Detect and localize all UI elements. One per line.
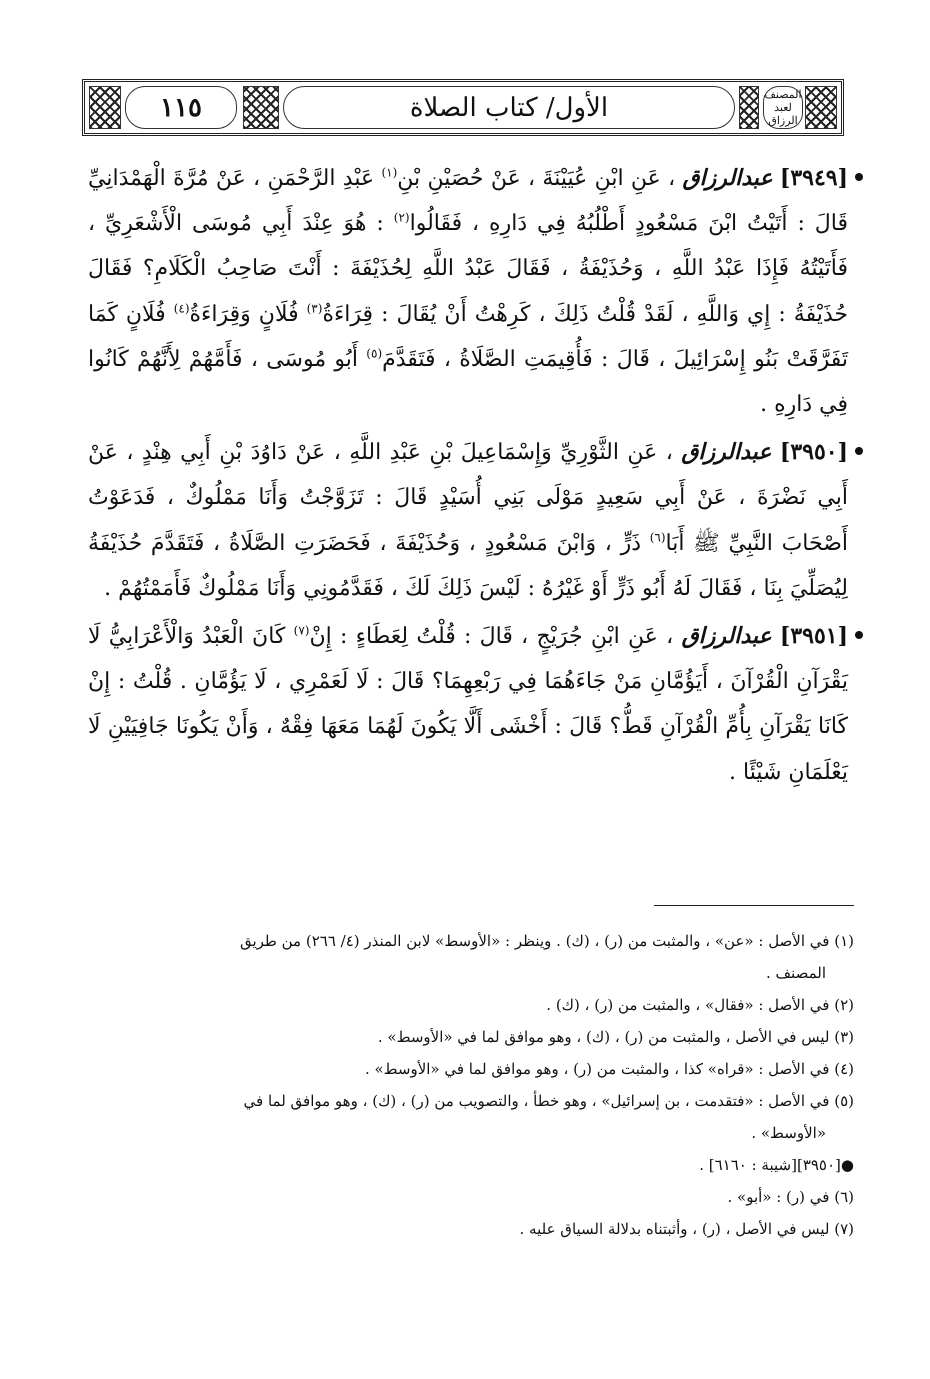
footnote-5 [84,1085,854,1149]
hadith-text: ، عَنِ الثَّوْرِيِّ وَإِسْمَاعِيلَ بْنِ عَبْدِ اللَّهِ ، عَنْ دَاوُدَ بْنِ أَبِي هِنْدٍ ، عَنْ أَبِي نَضْرَةَ ، عَنْ أَبِي سَعِيدٍ مَوْلَى بَنِي أُسَيْدٍ قَالَ : تَزَوَّجْتُ وَأَنَا مَمْلُوكٌ ، فَدَعَوْتُ أَصْحَابَ النَّبِيِّ ﷺ أَبَا [88,440,848,556]
hadith-text: ، عَنِ ابْنِ جُرَيْجٍ ، قَالَ : قُلْتُ لِعَطَاءٍ : إِنْ [309,624,674,650]
page-number: ١١٥ [125,86,237,129]
hadith-text: ، عَنِ ابْنِ عُيَيْنَةَ ، عَنْ حُصَيْنِ بْنِ [397,166,676,191]
footnote-text: (٦) في (ر) : «أبو» . [727,1188,854,1206]
main-text [88,156,848,798]
ornament-left [89,86,121,129]
footnote-ref[interactable]: (٧) [293,623,310,638]
running-title: الأول/ كتاب الصلاة [283,86,735,129]
footnote-1 [84,925,854,989]
hadith-text: : هُوَ عِنْدَ أَبِي مُوسَى الْأَشْعَرِيِّ ، فَأَتَيْتُهُ فَإِذَا عَبْدُ اللَّهِ ، وَحُذَيْفَةُ ، فَقَالَ عَبْدُ اللَّهِ لِحُذَيْفَةَ : أَنْتَ صَاحِبُ الْكَلَامِ؟ فَقَالَ حُذَيْفَةُ : إِي وَاللَّهِ ، لَقَدْ قُلْتُ ذَلِكَ ، كَرِهْتُ أَنْ يُقَالَ : قِرَاءَةُ [88,211,848,327]
hadith-3949 [88,156,848,427]
logo-line-1: المصنف [764,88,802,101]
footnote-ref[interactable]: (٥) [366,346,383,361]
book-logo [763,86,803,129]
cross-reference [84,1149,854,1181]
footnote-3 [84,1021,854,1053]
hadith-number: [٣٩٥١] [779,623,849,650]
footnotes [84,925,854,1245]
bullet-icon [855,631,863,639]
footnote-6 [84,1181,854,1213]
hadith-number: [٣٩٤٩] [779,165,849,191]
hadith-source: عبدالرزاق [681,623,772,650]
footnote-text: (٤) في الأصل : «قراه» كذا ، والمثبت من (ر) ، وهو موافق لما في «الأوسط» . [364,1060,854,1078]
hadith-3951 [88,614,848,795]
footnote-text: (٧) ليس في الأصل ، (ر) ، وأثبتناه بدلالة السياق عليه . [519,1220,854,1238]
hadith-text: فُلَانٍ وَقِرَاءَةُ [189,301,307,327]
hadith-text: كَانَ الْعَبْدُ وَالْأَعْرَابِيُّ لَا يَقْرَآنِ الْقُرْآنَ ، أَيَؤُمَّانِ مَنْ جَاءَهُمَا فِي رَبْعِهِمَا؟ قَالَ : لَا لَعَمْرِي ، لَا يَؤُمَّانِ . قُلْتُ : إِنْ كَانَا يَقْرَآنِ بِأُمِّ الْقُرْآنِ قَطُّ؟ قَالَ : أَخْشَى أَلَّا يَكُونَ لَهُمَا مَعَهَا فِقْهٌ ، وَأَنْ يَكُونَا جَافِيَيْنِ لَا يَعْلَمَانِ شَيْئًا . [88,624,848,785]
hadith-text: فُلَانٍ كَمَا تَفَرَّقَتْ بَنُو إِسْرَائِيلَ ، قَالَ : فَأُقِيمَتِ الصَّلَاةُ ، فَتَقَدَّمَ [88,301,848,372]
hadith-3950 [88,430,848,611]
hadith-source: عبدالرزاق [681,439,772,466]
hadith-text: ذَرٍّ ، وَابْنَ مَسْعُودٍ ، وَحُذَيْفَةَ ، فَحَضَرَتِ الصَّلَاةُ ، فَتَقَدَّمَ حُذَيْفَةُ لِيُصَلِّيَ بِنَا ، فَقَالَ لَهُ أَبُو ذَرٍّ أَوْ غَيْرُهُ : لَيْسَ ذَلِكَ لَكَ ، فَقَدَّمُونِي وَأَنَا مَمْلُوكٌ فَأَمَمْتُهُمْ . [88,530,848,601]
footnote-text: (١) في الأصل : «عن» ، والمثبت من (ر) ، (ك) . وينظر : «الأوسط» لابن المنذر (٤/ ٢٦٦) من طريق [239,932,854,950]
hadith-number: [٣٩٥٠] [779,439,849,466]
bullet-icon [855,447,863,455]
ornament-mid-right [739,86,759,129]
page-header [82,79,844,136]
footnote-ref[interactable]: (٢) [393,210,410,225]
footnote-ref[interactable]: (٦) [649,530,666,545]
footnote-ref[interactable]: (٤) [173,301,190,316]
footnote-text: (٣) ليس في الأصل ، والمثبت من (ر) ، (ك) ، وهو موافق لما في «الأوسط» . [377,1028,854,1046]
footnote-separator [654,905,854,906]
footnote-text: (٥) في الأصل : «فتقدمت ، بن إسرائيل» ، وهو خطأ ، والتصويب من (ر) ، (ك) ، وهو موافق لما في [243,1092,854,1110]
footnote-ref[interactable]: (١) [381,165,398,180]
logo-line-2: لعبد الرزاق [768,101,798,127]
footnote-continuation: المصنف . [765,964,826,982]
bullet-icon [855,173,863,181]
footnote-text: ●[٣٩٥٠][شيبة : ٦١٦٠] . [699,1156,854,1174]
hadith-source: عبدالرزاق [682,165,773,191]
footnote-continuation: «الأوسط» . [751,1124,826,1142]
footnote-2 [84,989,854,1021]
footnote-7 [84,1213,854,1245]
footnote-4 [84,1053,854,1085]
footnote-text: (٢) في الأصل : «فقال» ، والمثبت من (ر) ، (ك) . [546,996,854,1014]
ornament-right [805,86,837,129]
ornament-mid-left [243,86,279,129]
hadith-text: عَبْدِ الرَّحْمَنِ ، عَنْ مُرَّةَ الْهَمْدَانِيِّ قَالَ : أَتَيْتُ ابْنَ مَسْعُودٍ أَطْلُبُهُ فِي دَارِهِ ، فَقَالُوا [88,166,848,237]
hadith-text: أَبُو مُوسَى ، فَأَمَّهُمْ لِأَنَّهُمْ كَانُوا فِي دَارِهِ . [88,346,848,418]
footnote-ref[interactable]: (٣) [306,301,323,316]
